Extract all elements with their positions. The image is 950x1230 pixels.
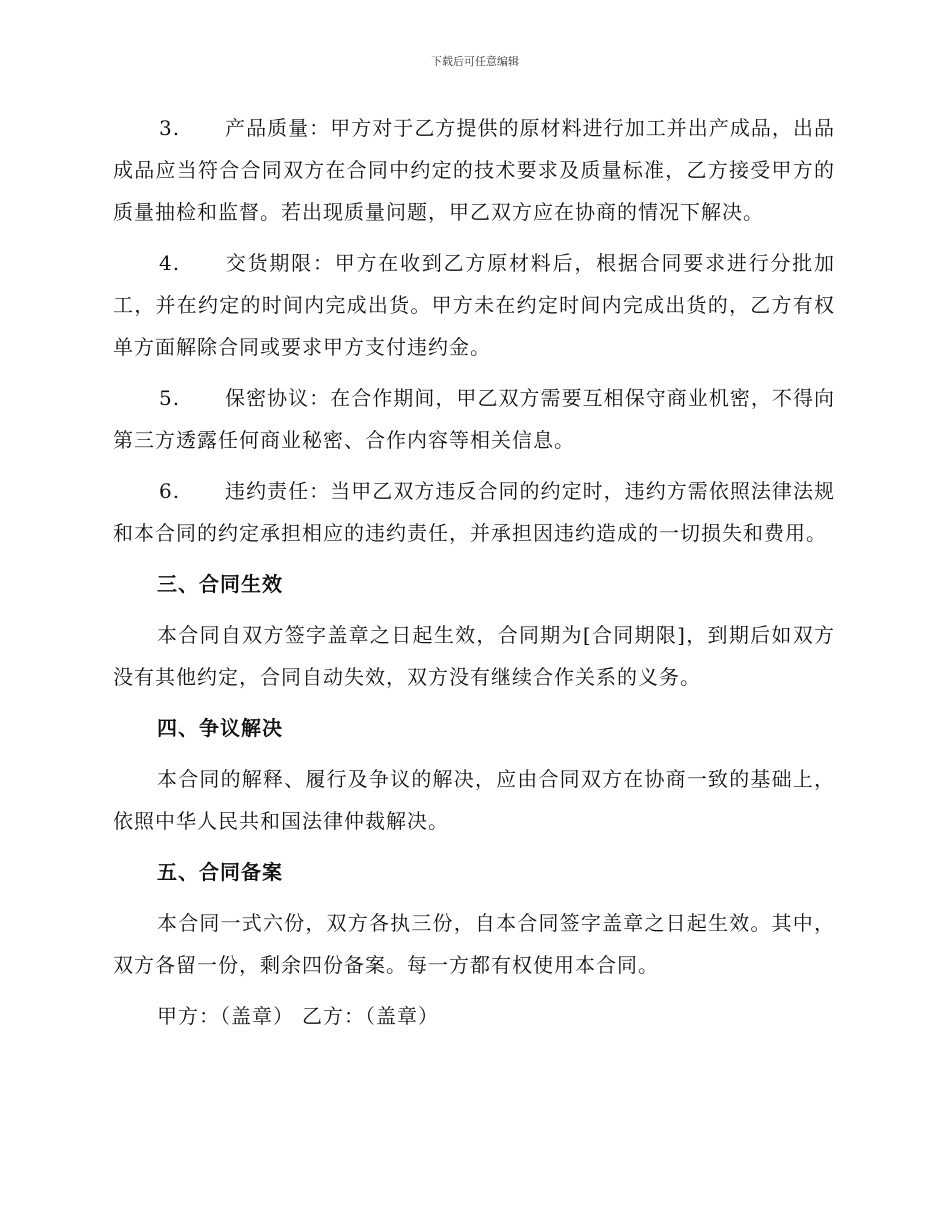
- clause-number: 4.: [159, 251, 181, 275]
- clause-text: 交货期限：甲方在收到乙方原材料后，根据合同要求进行分批加工，并在约定的时间内完成出货。甲方未在约定时间内完成出货的，乙方有权单方面解除合同或要求甲方支付违约金。: [113, 251, 835, 359]
- clause-number: 6.: [159, 479, 181, 503]
- section-body-filing: 本合同一式六份，双方各执三份，自本合同签字盖章之日起生效。其中，双方各留一份，剩余四份备案。每一方都有权使用本合同。: [113, 911, 835, 977]
- clause-number: 3.: [159, 116, 181, 140]
- section-body-dispute: 本合同的解释、履行及争议的解决，应由合同双方在协商一致的基础上，依照中华人民共和国法律仲裁解决。: [113, 767, 835, 833]
- document-body: [113, 107, 835, 1037]
- page-header: 下载后可任意编辑: [431, 55, 519, 68]
- clause-text: 产品质量：甲方对于乙方提供的原材料进行加工并出产成品，出品成品应当符合合同双方在合同中约定的技术要求及质量标准，乙方接受甲方的质量抽检和监督。若出现质量问题，甲乙双方应在协商的情况下解决。: [113, 116, 835, 224]
- clause-5: [113, 377, 835, 461]
- clause-number: 5.: [159, 386, 181, 410]
- section-heading-filing: 五、合同备案: [157, 860, 283, 884]
- clause-6: [113, 470, 835, 554]
- signature-line: [113, 995, 835, 1037]
- party-b-signature: 乙方：（盖章）: [302, 1004, 439, 1028]
- party-a-signature: 甲方：（盖章）: [157, 1004, 294, 1028]
- clause-text: 保密协议：在合作期间，甲乙双方需要互相保守商业机密，不得向第三方透露任何商业秘密、合作内容等相关信息。: [113, 386, 835, 452]
- clause-3: [113, 107, 835, 233]
- section-heading-dispute: 四、争议解决: [157, 716, 283, 740]
- section-heading-effectiveness: 三、合同生效: [157, 572, 283, 596]
- clause-text: 违约责任：当甲乙双方违反合同的约定时，违约方需依照法律法规和本合同的约定承担相应的违约责任，并承担因违约造成的一切损失和费用。: [113, 479, 835, 545]
- clause-4: [113, 242, 835, 368]
- section-body-effectiveness: 本合同自双方签字盖章之日起生效，合同期为[合同期限]，到期后如双方没有其他约定，合同自动失效，双方没有继续合作关系的义务。: [113, 623, 835, 689]
